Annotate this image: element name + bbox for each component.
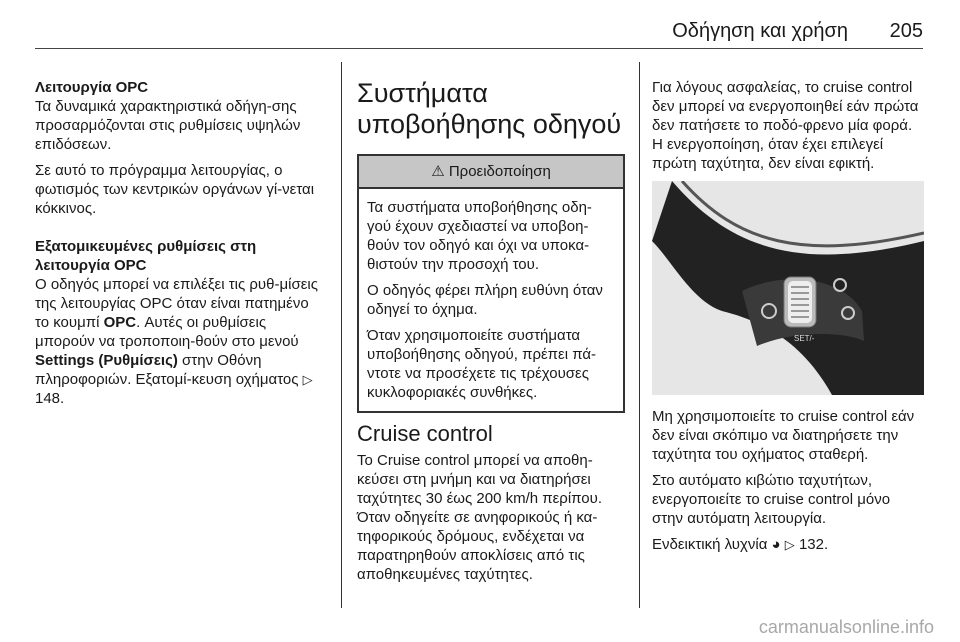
warning-header (359, 156, 623, 189)
indicator-paragraph: Ενδεικτική λυχνία ◕ ▷ 132. (652, 536, 829, 553)
cruise-control-indicator-icon: ◕ (771, 536, 781, 553)
opc-button-label: OPC (103, 314, 137, 331)
cruise-control-heading: Cruise control (357, 421, 493, 446)
opc-lighting-paragraph: Σε αυτό το πρόγραμμα λειτουργίας, ο φωτισμός των κεντρικών οργάνων γί-νεται κόκκινος. (35, 162, 315, 217)
page-ref-arrow-icon: ▷ (784, 537, 795, 552)
page-ref[interactable]: 132. (798, 536, 829, 553)
warning-text: Τα συστήματα υποβοήθησης οδη-γού έχουν σχεδιαστεί να υποβοη-θούν τον οδηγό και όχι να υποκα-θιστούν την προσοχή του. (367, 199, 592, 273)
warning-title: Προειδοποίηση (448, 163, 551, 180)
opc-paragraph: Τα δυναμικά χαρακτηριστικά οδήγη-σης προσαρμόζονται στις ρυθμίσεις υψηλών επιδόσεων. (35, 98, 301, 153)
steering-wheel-illustration (652, 181, 924, 395)
warning-text: Ο οδηγός φέρει πλήρη ευθύνη όταν οδηγεί το όχημα. (367, 282, 603, 318)
column-divider (639, 62, 640, 608)
page-header (35, 14, 923, 49)
column-middle (357, 78, 625, 591)
page-number: 205 (889, 20, 923, 42)
opc-mode-heading: Λειτουργία OPC (35, 79, 149, 96)
section-title: Συστήματα υποβοήθησης οδηγού (357, 78, 622, 139)
opc-custom-paragraph: Ο οδηγός μπορεί να επιλέξει τις ρυθ-μίσεις της λειτουργίας OPC όταν είναι πατημένο το κουμπί OPC. Αυτές οι ρυθμίσεις μπορούν να τροποποιη-θούν στο μενού Settings (Ρυθμίσεις) στην Οθόνη πληροφοριών. Εξατομί-κευση οχήματος ▷ 148. (35, 276, 318, 407)
column-divider (341, 62, 342, 608)
page-ref-arrow-icon: ▷ (302, 372, 313, 387)
opc-custom-heading: Εξατομικευμένες ρυθμίσεις στη λειτουργία OPC (35, 238, 257, 274)
watermark: carmanualsonline.info (758, 617, 934, 637)
column-left (35, 78, 325, 415)
safety-paragraph: Για λόγους ασφαλείας, το cruise control δεν μπορεί να ενεργοποιηθεί εάν πρώτα δεν πατήσετε το ποδό-φρενο μία φορά. Η ενεργοποίηση, όταν έχει επιλεγεί πρώτη ταχύτητα, δεν είναι εφικτή. (652, 79, 919, 172)
settings-menu-label: Settings (Ρυθμίσεις) (35, 352, 178, 369)
automatic-gearbox-paragraph: Στο αυτόματο κιβώτιο ταχυτήτων, ενεργοποιείτε το cruise control μόνο στην αυτόματη λειτουργία. (652, 472, 891, 527)
chapter-title: Οδήγηση και χρήση (672, 20, 848, 42)
column-right (652, 78, 924, 561)
set-label: SET/- (794, 334, 815, 343)
warning-text: Όταν χρησιμοποιείτε συστήματα υποβοήθησης οδηγού, πρέπει πά-ντοτε να προσέχετε τις τρέχουσες κυκλοφοριακές συνθήκες. (367, 327, 596, 401)
warning-triangle-icon: ⚠ (431, 163, 445, 180)
cruise-control-paragraph: Το Cruise control μπορεί να αποθη-κεύσει στη μνήμη και να διατηρήσει ταχύτητες 30 έως 200 km/h περίπου. Όταν οδηγείτε σε ανηφορικούς ή κα-τηφορικούς δρόμους, ενδέχεται να παρατηρηθούν αποκλίσεις από τις αποθηκευμένες ταχύτητες. (357, 452, 603, 583)
usage-paragraph: Μη χρησιμοποιείτε το cruise control εάν δεν είναι σκόπιμο να διατηρήσετε την ταχύτητα του οχήματος σταθερή. (652, 408, 915, 463)
warning-box (357, 154, 625, 413)
page-ref[interactable]: 148. (35, 390, 65, 407)
